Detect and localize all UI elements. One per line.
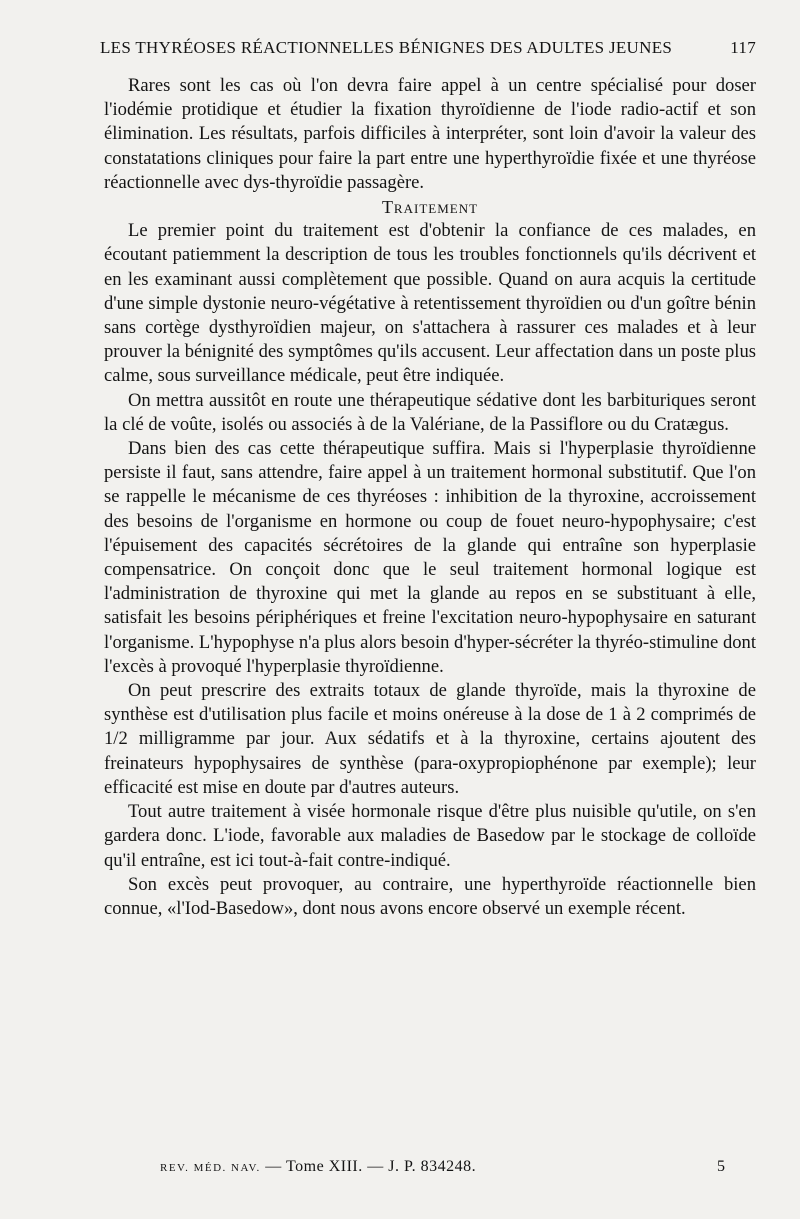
running-title: LES THYRÉOSES RÉACTIONNELLES BÉNIGNES DES ADULTES JEUNES [100,38,673,57]
journal-citation [160,1158,476,1176]
paragraph: On mettra aussitôt en route une thérapeutique sédative dont les barbituriques seront la clé de voûte, isolés ou associés à de la Valériane, de la Passiflore ou du Cratægus. [104,389,756,435]
paragraph: Le premier point du traitement est d'obtenir la confiance de ces malades, en écoutant patiemment la description de tous les troubles fonctionnels qu'ils décrivent et en les examinant aussi complètement que possible. Quand on aura acquis la certitude d'une simple dystonie neuro-végétative à retentissement thyroïdien ou d'un goître bénin sans cortège dysthyroïdien majeur, on s'attachera à rassurer ces malades et à leur prouver la bénignité des symptômes qu'ils accusent. Leur affectation dans un poste plus calme, sous surveillance médicale, peut être indiquée. [104,220,756,387]
journal-tome: — Tome XIII. — J. P. 834248. [265,1158,477,1175]
running-head [100,38,756,58]
body-text [104,74,756,921]
paragraph-intro: Rares sont les cas où l'on devra faire appel à un centre spécialisé pour doser l'iodémie protidique et étudier la fixation thyroïdienne de l'iode radio-actif et son élimination. Les résultats, parfois difficiles à interpréter, sont loin d'avoir la valeur des constatations cliniques pour faire la part entre une hyperthyroïdie fixée et une thyréose réactionnelle avec dys-thyroïdie passagère. [104,75,756,193]
paragraph: Son excès peut provoquer, au contraire, une hyperthyroïde réactionnelle bien connue, «l'Iod-Basedow», dont nous avons encore observé un exemple récent. [104,873,756,919]
paragraph: Tout autre traitement à visée hormonale risque d'être plus nuisible qu'utile, on s'en gardera donc. L'iode, favorable aux maladies de Basedow par le stockage de colloïde qu'il entraîne, est ici tout-à-fait contre-indiqué. [104,801,756,871]
page-footer [160,1158,725,1176]
paragraph: On peut prescrire des extraits totaux de glande thyroïde, mais la thyroxine de synthèse est d'utilisation plus facile et moins onéreuse à la dose de 1 à 2 comprimés de 1/2 milligramme par jour. Aux sédatifs et à la thyroxine, certains ajoutent des freinateurs hypophysaires de synthèse (para-oxypropiophénone par exemple); leur efficacité est mise en doute par d'autres auteurs. [104,680,756,798]
page-number: 117 [730,38,756,57]
sheet-number: 5 [717,1158,725,1175]
paragraph: Dans bien des cas cette thérapeutique suffira. Mais si l'hyperplasie thyroïdienne persiste il faut, sans attendre, faire appel à un traitement hormonal substitutif. Que l'on se rappelle le mécanisme de ces thyréoses : inhibition de la thyroxine, accroissement des besoins de l'organisme en hormone ou coup de fouet neuro-hypophysaire; c'est l'épuisement des capacités sécrétoires de la glande qui entraîne son hyperplasie compensatrice. On conçoit donc que le seul traitement hormonal logique est l'administration de thyroxine qui met la glande au repos en se substituant à elle, satisfait les besoins périphériques et freine l'excitation neuro-hypophysaire en saturant l'organisme. L'hypophyse n'a plus alors besoin d'hyper-sécréter la thyréo-stimuline dont l'excès à provoqué l'hyperplasie thyroïdienne. [104,438,756,677]
journal-abbrev: REV. MÉD. NAV. [160,1162,261,1174]
section-title: Traitement [381,197,479,218]
